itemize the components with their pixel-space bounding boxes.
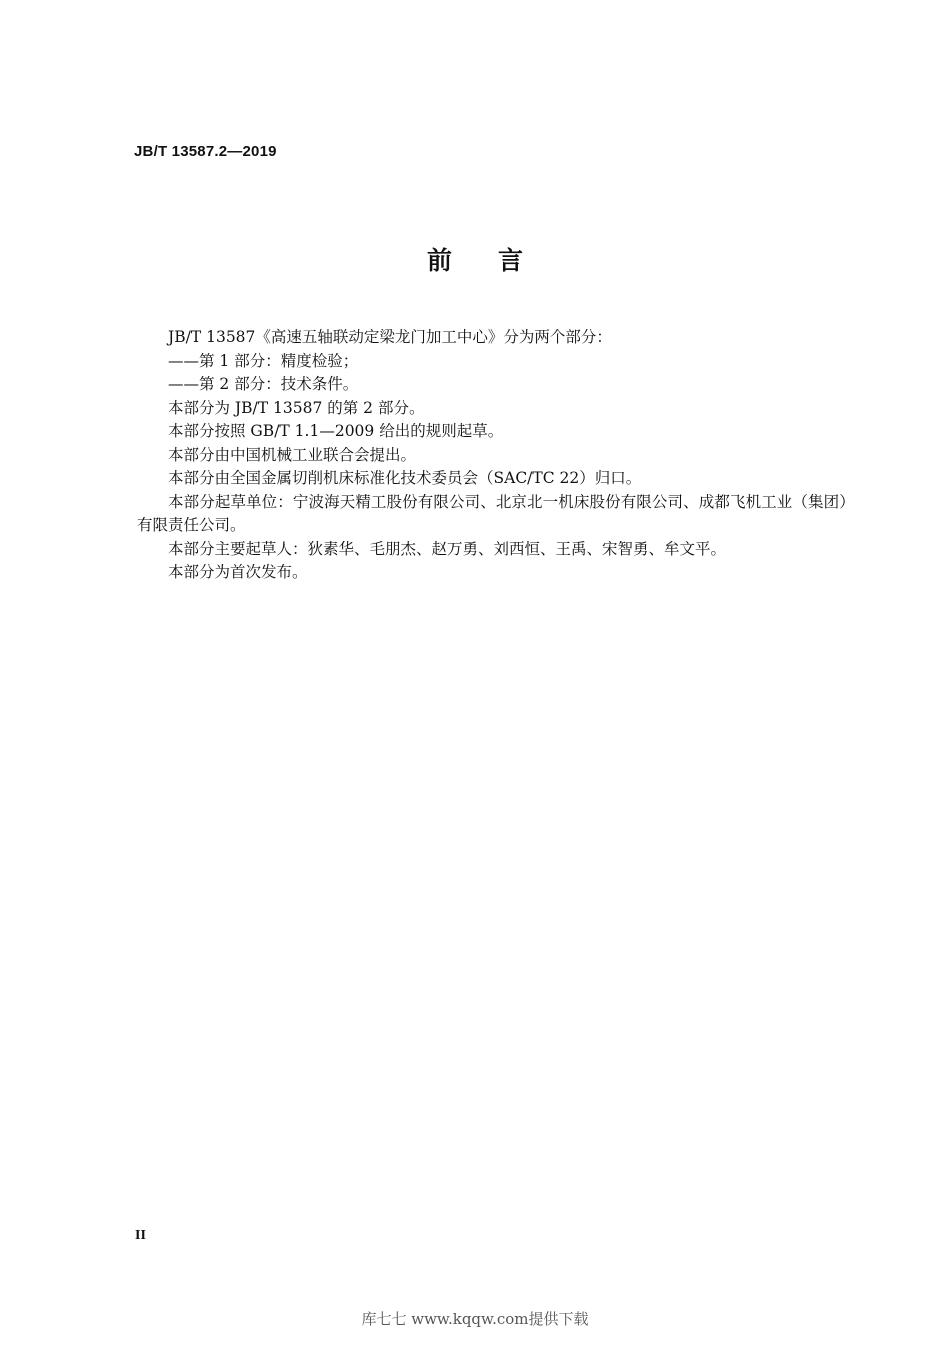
preface-body xyxy=(137,326,847,585)
paragraph-first-release: 本部分为首次发布。 xyxy=(168,563,308,581)
paragraph-drafting-rules: 本部分按照 GB/T 1.1—2009 给出的规则起草。 xyxy=(168,422,504,440)
page-number: II xyxy=(135,1228,146,1243)
paragraph-this-part: 本部分为 JB/T 13587 的第 2 部分。 xyxy=(168,398,425,417)
page-title: 前言 xyxy=(426,246,569,275)
paragraph-managed-by: 本部分由全国金属切削机床标准化技术委员会（SAC/TC 22）归口。 xyxy=(168,469,642,487)
paragraph-part-1: ——第 1 部分：精度检验； xyxy=(168,351,359,370)
paragraph-parts-intro: JB/T 13587《高速五轴联动定梁龙门加工中心》分为两个部分： xyxy=(168,328,612,346)
paragraph-proposed-by: 本部分由中国机械工业联合会提出。 xyxy=(168,445,417,464)
paragraph-drafting-units: 本部分起草单位：宁波海天精工股份有限公司、北京北一机床股份有限公司、成都飞机工业（集团）有限责任公司。 xyxy=(137,492,847,534)
paragraph-part-2: ——第 2 部分：技术条件。 xyxy=(168,375,359,393)
download-watermark: 库七七 www.kqqw.com提供下载 xyxy=(361,1310,589,1328)
standard-code-header: JB/T 13587.2—2019 xyxy=(134,143,277,160)
paragraph-drafters: 本部分主要起草人：狄素华、毛朋杰、赵万勇、刘西恒、王禹、宋智勇、牟文平。 xyxy=(168,539,727,558)
